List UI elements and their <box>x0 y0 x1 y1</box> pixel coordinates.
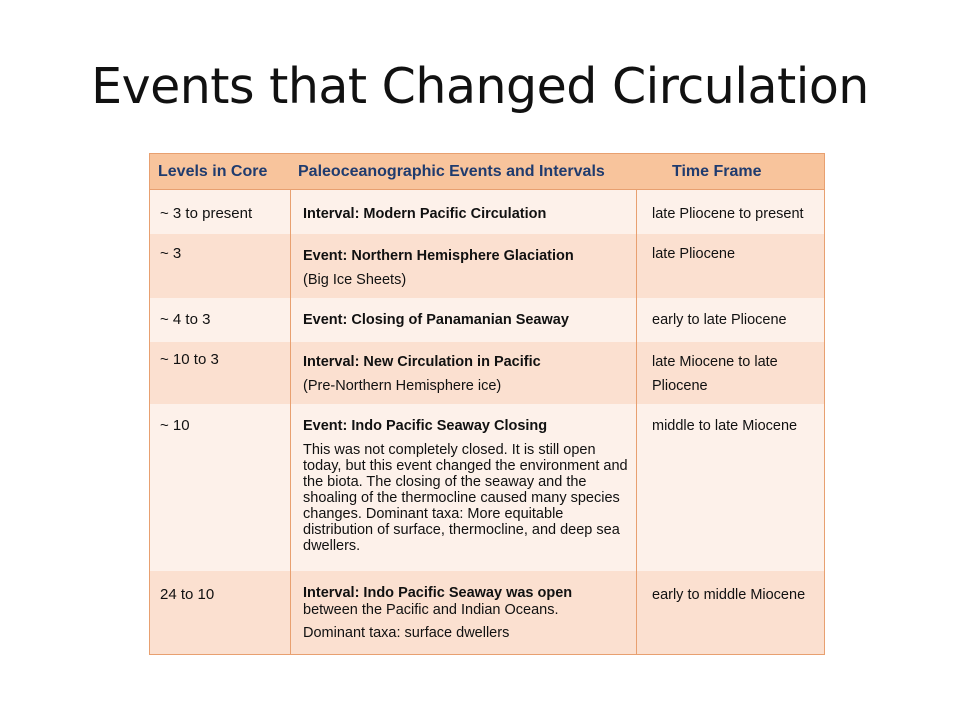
table-row <box>150 234 824 298</box>
level-cell: ~ 3 <box>160 245 182 262</box>
event-cell <box>303 310 633 330</box>
header-levels-in-core: Levels in Core <box>158 163 268 180</box>
table-row <box>150 404 824 571</box>
event-detail: (Big Ice Sheets) <box>303 272 407 288</box>
events-table <box>149 153 825 655</box>
level-cell: ~ 3 to present <box>160 205 253 222</box>
time-cell: early to middle Miocene <box>652 587 806 603</box>
header-time-frame: Time Frame <box>672 163 762 180</box>
level-cell: ~ 10 <box>160 417 190 434</box>
event-title: Event: Closing of Panamanian Seaway <box>303 312 569 328</box>
event-title: Interval: Indo Pacific Seaway was open <box>303 585 573 601</box>
table-row <box>150 190 824 234</box>
event-cell <box>303 416 628 554</box>
header-events-and-intervals: Paleoceanographic Events and Intervals <box>298 163 605 180</box>
slide-title: Events that Changed Circulation <box>91 58 869 115</box>
column-divider-right <box>636 190 637 654</box>
event-cell <box>303 244 633 292</box>
time-cell: late Pliocene <box>652 246 736 262</box>
event-detail: between the Pacific and Indian Oceans. <box>303 602 559 618</box>
column-divider-left <box>290 190 291 654</box>
event-detail: This was not completely closed. It is still open today, but this event changed the environment and the biota. The closing of the seaway and the shoaling of the thermocline caused many species changes. Dominant taxa: More equitable distribution of surface, thermocline, and deep sea dwellers. <box>303 442 628 554</box>
event-title: Interval: New Circulation in Pacific <box>303 354 541 370</box>
time-cell: late Pliocene to present <box>652 206 804 222</box>
event-title: Event: Northern Hemisphere Glaciation <box>303 248 574 264</box>
time-cell: early to late Pliocene <box>652 312 787 328</box>
event-cell <box>303 350 633 398</box>
event-cell <box>303 204 633 224</box>
table-header <box>150 154 824 190</box>
level-cell: 24 to 10 <box>160 586 215 603</box>
event-cell <box>303 585 633 642</box>
level-cell: ~ 4 to 3 <box>160 311 211 328</box>
table-row <box>150 298 824 342</box>
time-cell: middle to late Miocene <box>652 418 798 434</box>
event-note: Dominant taxa: surface dwellers <box>303 625 510 641</box>
event-title: Event: Indo Pacific Seaway Closing <box>303 418 548 434</box>
time-cell: late Miocene to late Pliocene <box>652 354 778 394</box>
level-cell: ~ 10 to 3 <box>160 351 219 368</box>
event-title: Interval: Modern Pacific Circulation <box>303 206 547 222</box>
table-row <box>150 342 824 404</box>
event-detail: (Pre-Northern Hemisphere ice) <box>303 378 502 394</box>
table-row <box>150 571 824 654</box>
